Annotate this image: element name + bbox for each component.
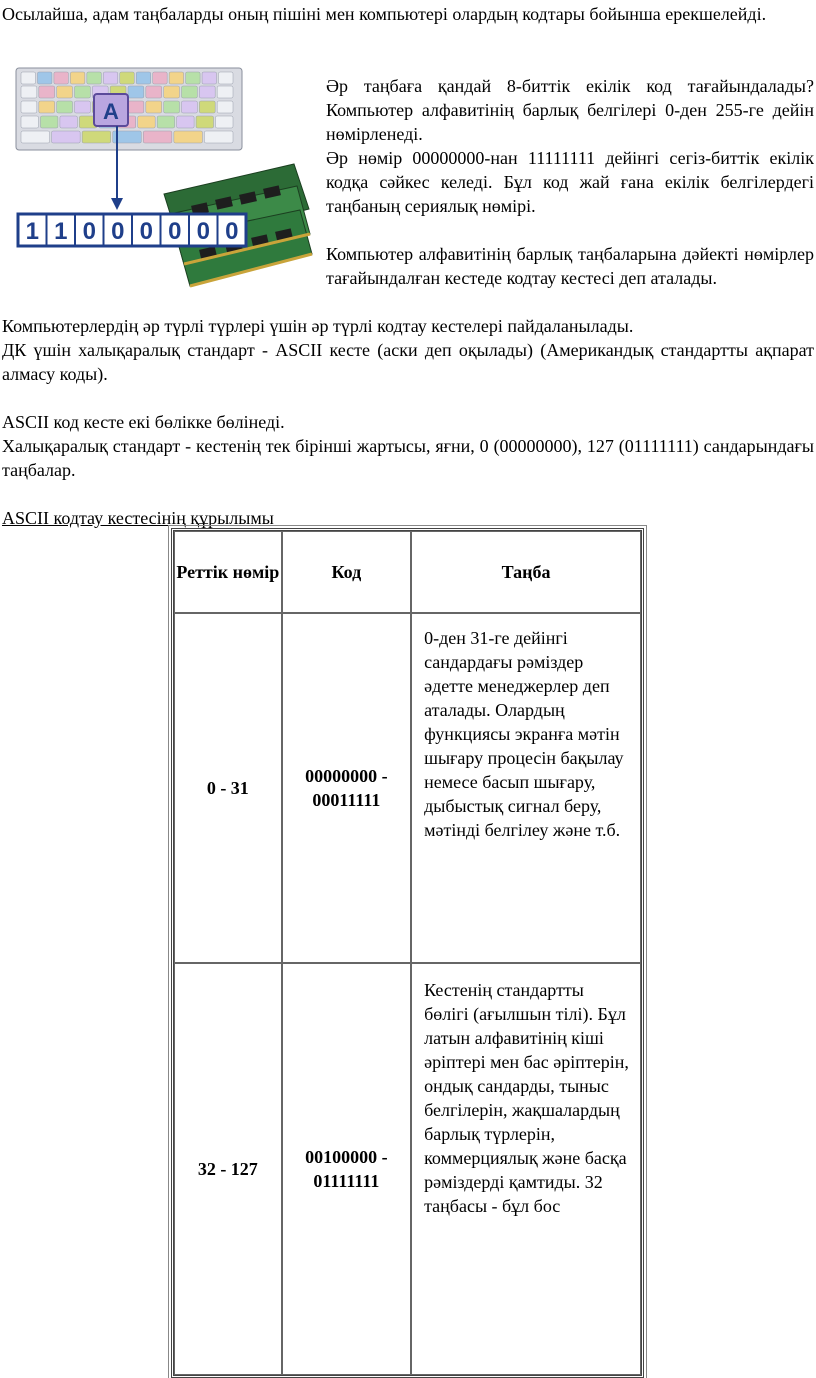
keyboard-key [70,72,84,84]
keyboard-key [21,72,35,84]
binary-digit: 1 [25,218,39,245]
row-code: 00100000 - 01111111 [282,963,411,1375]
keyboard-key [177,116,194,128]
table-caption-text: ASCII кодтау кестесінің құрылымы [2,508,274,528]
header-code: Код [282,531,411,613]
keyboard-key [164,101,180,113]
keyboard-key [217,86,233,98]
row-range: 32 - 127 [174,963,282,1375]
keyboard-key [157,116,174,128]
body-paragraph-4: Халықаралық стандарт - кестенің тек бірінші жартысы, яғни, 0 (00000000), 127 (01111111) сандарындағы таңбалар. [2,436,814,480]
binary-digit: 0 [168,218,182,245]
keyboard-key [199,101,215,113]
intro-paragraph: Осылайша, адам таңбаларды оның пішіні мен компьютері олардың кодтары бойынша ерекшелейді. [2,4,767,24]
body-paragraph-2: ДК үшін халықаралық стандарт - ASCII кесте (аски деп оқылады) (Американдық стандартты ақпарат алмасу коды). [2,340,814,384]
right-text-2: Әр нөмір 00000000-нан 11111111 дейінгі сегіз-биттік екілік кодқа сәйкес келеді. Бұл код жай ғана екілік белгілердегі таңбаның сериялық нөмірі. [326,148,814,216]
keyboard-key [75,101,91,113]
right-column-text [326,74,814,290]
keyboard-key [21,86,37,98]
binary-digit: 1 [54,218,68,245]
illustration-svg [14,64,314,294]
body-paragraph-3: ASCII код кесте екі бөлікке бөлінеді. [2,412,285,432]
keyboard-key [182,86,198,98]
key-a-letter: A [103,99,119,124]
row-description: Кестенің стандартты бөлігі (ағылшын тілі). Бұл латын алфавитінің кіші әріптері мен бас әріптерін, ондық сандарды, тыныс белгілерін, жақшалардың барлық түрлерін, коммерциялық және басқа рәміздерді қамтиды. 32 таңбасы - бұл бос [411,963,641,1375]
keyboard-key [138,116,155,128]
keyboard-key [57,101,73,113]
keyboard-key [103,72,117,84]
keyboard-key [128,86,144,98]
binary-digit: 0 [225,218,239,245]
keyboard-key [39,101,55,113]
binary-digit: 0 [82,218,96,245]
table-row [174,963,641,1375]
header-order-number: Реттік нөмір [174,531,282,613]
keyboard-key [182,101,198,113]
body-text [2,314,814,530]
row-description: 0-ден 31-ге дейінгі сандардағы рәміздер әдетте менеджерлер деп аталады. Олардың функциясы экранға мәтін шығару процесін бақылау немесе басып шығару, дыбыстық сигнал беру, мәтінді белгілеу және т.б. [411,613,641,963]
keyboard-key [174,131,203,143]
keyboard-key [169,72,183,84]
right-text-3: Компьютер алфавитінің барлық таңбаларына дәйекті нөмірлер тағайындалған кестеде кодтау кестесі деп аталады. [326,244,814,288]
header-symbol: Таңба [411,531,641,613]
keyboard-key [21,131,50,143]
table-caption [2,506,814,530]
keyboard-key [21,116,38,128]
table-row [174,613,641,963]
binary-digit: 0 [196,218,210,245]
keyboard-key [164,86,180,98]
keyboard-key [57,86,73,98]
keyboard-key [186,72,200,84]
keyboard-key [146,86,162,98]
binary-code-row [18,214,246,246]
keyboard-key [196,116,213,128]
keyboard-key [60,116,77,128]
binary-digit: 0 [139,218,153,245]
keyboard-key [40,116,57,128]
keyboard-key [21,101,37,113]
keyboard-key [202,72,216,84]
keyboard-to-binary-illustration [14,64,314,294]
keyboard-key [54,72,68,84]
body-paragraph-1: Компьютерлердің әр түрлі түрлері үшін әр түрлі кодтау кестелері пайдаланылады. [2,316,634,336]
key-a-highlight [94,94,128,126]
keyboard-key [37,72,51,84]
keyboard-key [216,116,233,128]
keyboard-key [153,72,167,84]
keyboard-key [75,86,91,98]
keyboard-key [128,101,144,113]
keyboard-key [204,131,233,143]
keyboard-key [52,131,81,143]
ascii-structure-table [171,528,644,1378]
keyboard-key [82,131,111,143]
keyboard-key [136,72,150,84]
keyboard-key [87,72,101,84]
keyboard-key [219,72,233,84]
keyboard-key [120,72,134,84]
keyboard-key [39,86,55,98]
right-text-1: Әр таңбаға қандай 8-биттік екілік код тағайындалады? Компьютер алфавитінің барлық белгілері 0-ден 255-ге дейін нөмірленеді. [326,76,814,144]
keyboard-key [146,101,162,113]
row-code: 00000000 - 00011111 [282,613,411,963]
row-range: 0 - 31 [174,613,282,963]
keyboard-key [143,131,172,143]
table-header-row [174,531,641,613]
binary-digit: 0 [111,218,125,245]
keyboard-key [199,86,215,98]
keyboard-key [217,101,233,113]
